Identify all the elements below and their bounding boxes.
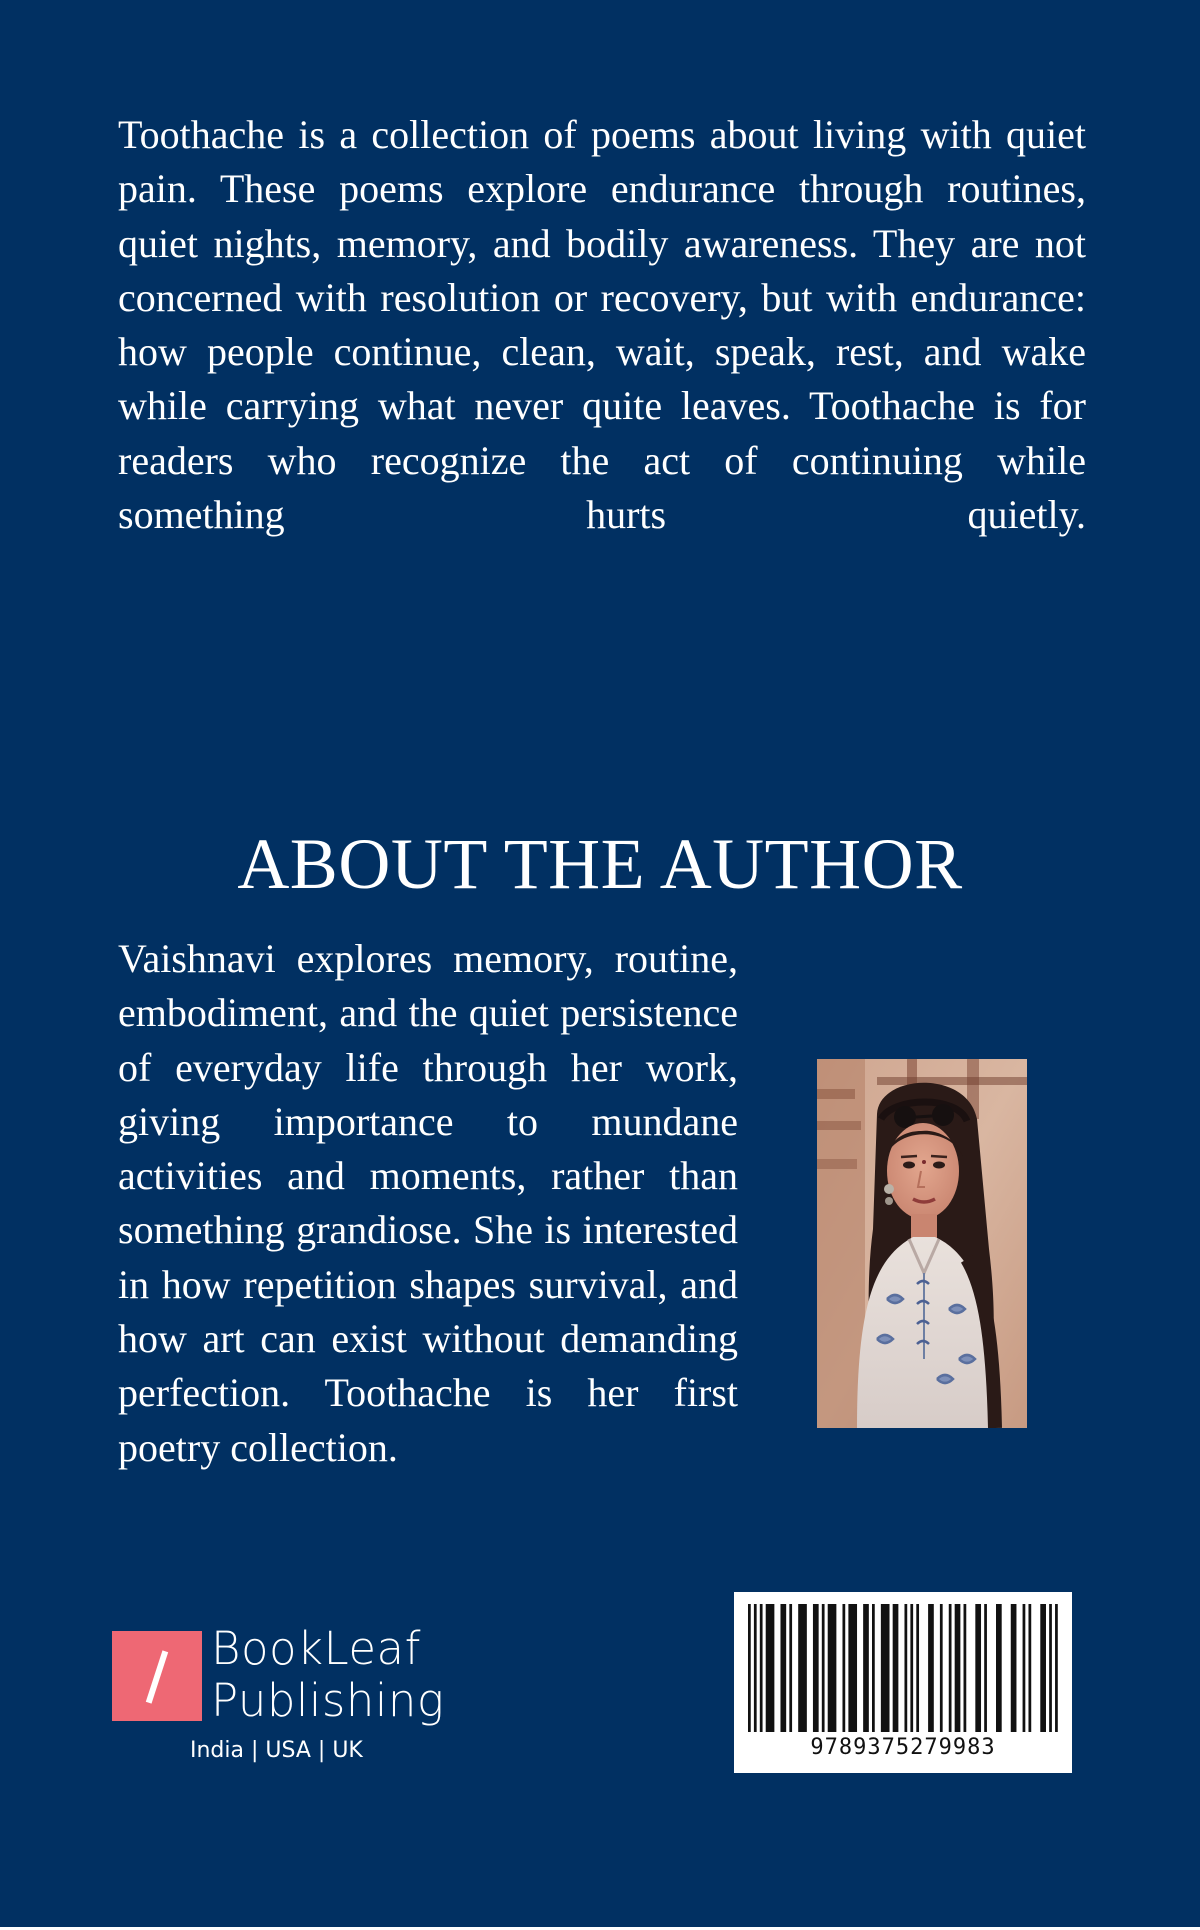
bookleaf-logo-icon bbox=[112, 1631, 202, 1721]
barcode-bar bbox=[798, 1604, 807, 1732]
barcode-bar bbox=[813, 1604, 819, 1732]
barcode-bar bbox=[955, 1604, 961, 1732]
barcode-bar bbox=[928, 1604, 934, 1732]
barcode-bar bbox=[1028, 1604, 1031, 1732]
barcode-bar bbox=[760, 1604, 763, 1732]
barcode-bar bbox=[964, 1604, 967, 1732]
barcode-bar bbox=[766, 1604, 775, 1732]
barcode-bar bbox=[1023, 1604, 1026, 1732]
barcode-bar bbox=[949, 1604, 952, 1732]
barcode-bar bbox=[842, 1604, 845, 1732]
barcode-bar bbox=[975, 1604, 981, 1732]
barcode-bar bbox=[1040, 1604, 1046, 1732]
publisher-name-line1: BookLeaf bbox=[211, 1622, 421, 1675]
barcode-bar bbox=[828, 1604, 837, 1732]
author-bio: Vaishnavi explores memory, routine, embodiment, and the quiet persistence of everyday life through her work, giving importance to mundane activities and moments, rather than something grandiose. She is interested in how repetition shapes survival, and how art can exist without demanding perfection. Toothache is her first poetry collection. bbox=[118, 936, 738, 1470]
barcode-bar bbox=[748, 1604, 751, 1732]
barcode-bar bbox=[1011, 1604, 1017, 1732]
barcode-bar bbox=[789, 1604, 792, 1732]
barcode-bar bbox=[996, 1604, 1002, 1732]
barcode-bar bbox=[904, 1604, 907, 1732]
barcode-bar bbox=[881, 1604, 890, 1732]
publisher-regions: India | USA | UK bbox=[190, 1738, 363, 1763]
barcode-bar bbox=[863, 1604, 869, 1732]
barcode-bars bbox=[748, 1604, 1058, 1732]
barcode-bar bbox=[822, 1604, 825, 1732]
barcode-bar bbox=[1049, 1604, 1052, 1732]
slash-logo-icon bbox=[146, 1650, 168, 1703]
author-photo bbox=[817, 1059, 1027, 1428]
barcode-bar bbox=[872, 1604, 875, 1732]
publisher-name-line2: Publishing bbox=[211, 1674, 445, 1727]
isbn-barcode bbox=[734, 1592, 1072, 1773]
publisher-name bbox=[211, 1623, 444, 1727]
barcode-bar bbox=[910, 1604, 913, 1732]
barcode-bar bbox=[754, 1604, 757, 1732]
about-author-heading: ABOUT THE AUTHOR bbox=[237, 824, 963, 904]
barcode-bar bbox=[916, 1604, 919, 1732]
isbn-number: 9789375279983 bbox=[810, 1735, 996, 1760]
barcode-bar bbox=[893, 1604, 899, 1732]
barcode-bar bbox=[848, 1604, 857, 1732]
barcode-bar bbox=[1055, 1604, 1058, 1732]
book-blurb: Toothache is a collection of poems about living with quiet pain. These poems explore endurance through routines, quiet nights, memory, and bodily awareness. They are not concerned with resolution or recovery, but with endurance: how people continue, clean, wait, speak, rest, and wake while carrying what never quite leaves. Toothache is for readers who recognize the act of continuing while something hurts quietly. bbox=[118, 112, 1086, 538]
barcode-bar bbox=[940, 1604, 943, 1732]
barcode-bar bbox=[780, 1604, 786, 1732]
barcode-bar bbox=[984, 1604, 987, 1732]
